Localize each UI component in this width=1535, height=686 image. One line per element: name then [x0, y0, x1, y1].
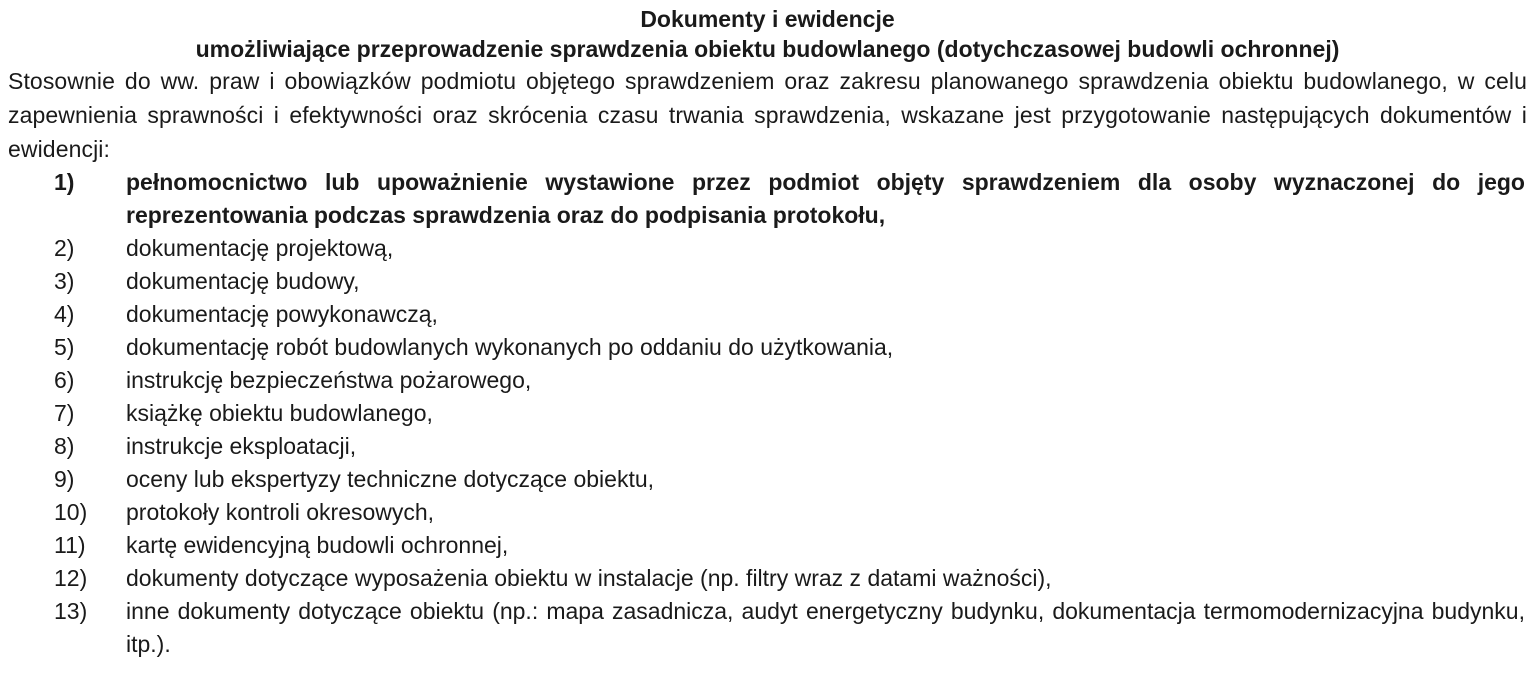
list-item: [8, 166, 1527, 232]
list-item: [8, 265, 1527, 298]
list-item-text: protokoły kontroli okresowych,: [126, 499, 435, 525]
list-item: [8, 364, 1527, 397]
list-item: [8, 595, 1527, 661]
list-item-number: 4): [54, 301, 75, 327]
list-item-text: inne dokumenty dotyczące obiektu (np.: mapa zasadnicza, audyt energetyczny budynku, dokumentacja termomodernizacyjna budynku, itp.).: [126, 598, 1525, 657]
list-item-number: 1): [54, 169, 75, 195]
list-item: [8, 298, 1527, 331]
list-item-number: 10): [54, 499, 88, 525]
list-item-text: książkę obiektu budowlanego,: [126, 400, 433, 426]
list-item-number: 8): [54, 433, 75, 459]
list-item-text: dokumentację budowy,: [126, 268, 360, 294]
intro-paragraph: Stosownie do ww. praw i obowiązków podmiotu objętego sprawdzeniem oraz zakresu planowanego sprawdzenia obiektu budowlanego, w celu zapewnienia sprawności i efektywności oraz skrócenia czasu trwania sprawdzenia, wskazane jest przygotowanie następujących dokumentów i ewidencji:: [8, 68, 1527, 162]
documents-list: [8, 166, 1527, 661]
list-item-text: instrukcje eksploatacji,: [126, 433, 357, 459]
document-title-line-1: Dokumenty i ewidencje: [640, 6, 895, 32]
list-item: [8, 529, 1527, 562]
document-title-line-2: umożliwiające przeprowadzenie sprawdzenia obiektu budowlanego (dotychczasowej budowli ochronnej): [195, 36, 1340, 62]
list-item: [8, 562, 1527, 595]
list-item-text: dokumenty dotyczące wyposażenia obiektu w instalacje (np. filtry wraz z datami ważności),: [126, 565, 1052, 591]
list-item-number: 6): [54, 367, 75, 393]
list-item: [8, 496, 1527, 529]
list-item: [8, 397, 1527, 430]
list-item-number: 13): [54, 598, 88, 624]
list-item: [8, 232, 1527, 265]
list-item: [8, 463, 1527, 496]
list-item-number: 12): [54, 565, 88, 591]
list-item-text: dokumentację projektową,: [126, 235, 394, 261]
list-item-number: 11): [54, 532, 86, 558]
list-item-text: instrukcję bezpieczeństwa pożarowego,: [126, 367, 532, 393]
list-item-text: oceny lub ekspertyzy techniczne dotyczące obiektu,: [126, 466, 655, 492]
list-item-number: 5): [54, 334, 75, 360]
list-item-text: pełnomocnictwo lub upoważnienie wystawione przez podmiot objęty sprawdzeniem dla osoby wyznaczonej do jego reprezentowania podczas sprawdzenia oraz do podpisania protokołu,: [126, 169, 1525, 228]
list-item-number: 9): [54, 466, 75, 492]
list-item: [8, 430, 1527, 463]
list-item-number: 2): [54, 235, 75, 261]
list-item: [8, 331, 1527, 364]
list-item-text: kartę ewidencyjną budowli ochronnej,: [126, 532, 509, 558]
list-item-number: 3): [54, 268, 75, 294]
list-item-text: dokumentację robót budowlanych wykonanych po oddaniu do użytkowania,: [126, 334, 894, 360]
list-item-text: dokumentację powykonawczą,: [126, 301, 438, 327]
list-item-number: 7): [54, 400, 75, 426]
